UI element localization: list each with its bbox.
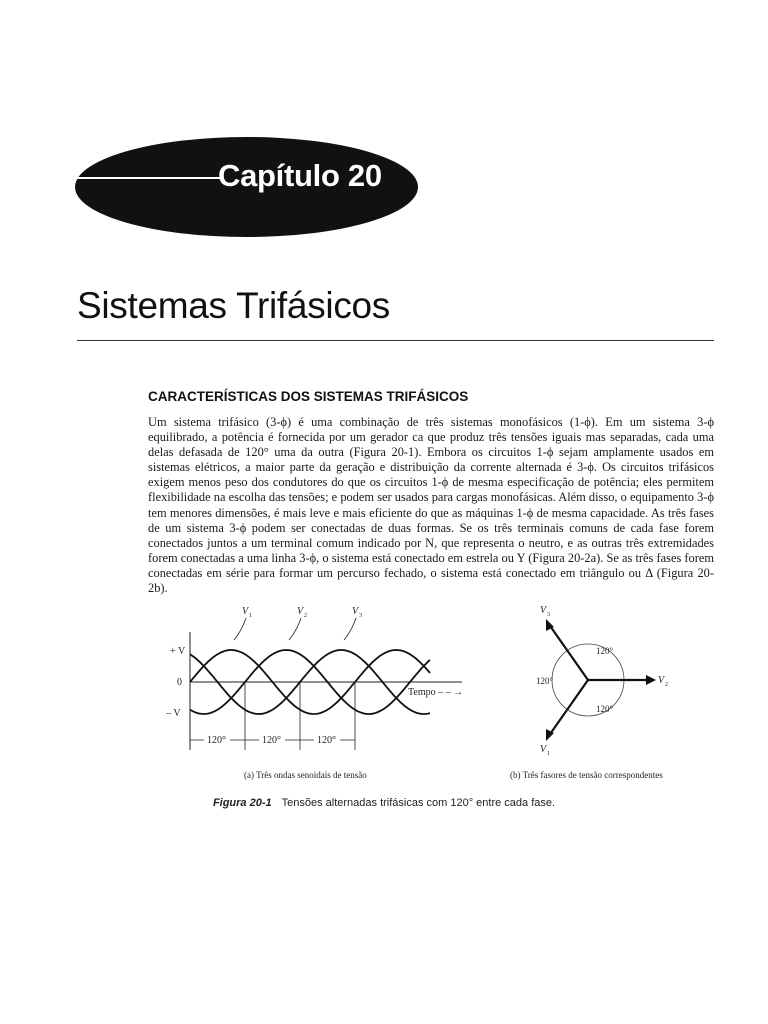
phasor-label-v3-sub: 3 xyxy=(547,612,550,618)
phasor-v1 xyxy=(548,680,588,737)
phasor-label-v2-sub: 2 xyxy=(665,682,668,688)
figure-20-1 xyxy=(160,600,700,790)
phasor-label-v1: V xyxy=(540,744,547,755)
phasor-angle-3: 120° xyxy=(596,704,614,714)
y-label-neg: – V xyxy=(166,708,181,719)
wave-pointer-v2 xyxy=(289,618,301,640)
wave-label-v3-sub: 3 xyxy=(359,613,362,619)
phasor-v3 xyxy=(548,623,588,680)
wave-pointer-v3 xyxy=(344,618,356,640)
phasor-label-v3: V xyxy=(540,605,547,616)
page-title: Sistemas Trifásicos xyxy=(77,285,390,326)
phasor-angle-2: 120° xyxy=(536,676,554,686)
figure-caption-label: Figura 20-1 xyxy=(212,797,272,809)
phase-spacing-2: 120° xyxy=(262,735,281,746)
time-axis-label: Tempo – – → xyxy=(408,687,464,698)
chapter-banner-line xyxy=(62,177,220,179)
wave-label-v3: V xyxy=(352,606,359,617)
body-paragraph: Um sistema trifásico (3-ϕ) é uma combinação de três sistemas monofásicos (1-ϕ). Em um sistema 3-ϕ equilibrado, a potência é fornecida por um gerador ca que produz três tensões iguais mas separadas, cada uma delas defasada de 120° uma da outra (Figura 20-1). Embora os circuitos 1-ϕ sejam amplamente usados em sistemas elétricos, a maior parte da geração e distribuição da corrente alternada é 3-ϕ. Os circuitos trifásicos exigem menos peso dos condutores do que os circuitos 1-ϕ de mesma especificação de potência; eles permitem flexibilidade na escolha das tensões; e podem ser usados para cargas monofásicas. Além disso, o equipamento 3-ϕ tem menores dimensões, é mais leve e mais eficiente do que as máquinas 1-ϕ de mesma capacidade. As três fases de um sistema 3-ϕ podem ser conectadas de duas formas. Se os três terminais comuns de cada fase forem conectados juntos a um terminal comum indicado por N, que representa o neutro, e as outras três extremidades forem conectadas a uma linha 3-ϕ, o sistema está conectado em estrela ou Y (Figura 20-2a). Se as três fases forem conectadas em série para formar um percurso fechado, o sistema está conectado em triângulo ou Δ (Figura 20-2b). xyxy=(148,415,714,596)
phasor-panel-caption: (b) Três fasores de tensão correspondentes xyxy=(510,770,663,780)
wave-pointer-v1 xyxy=(234,618,246,640)
y-label-pos: + V xyxy=(170,646,186,657)
phasor-label-v2: V xyxy=(658,675,665,686)
figure-caption-text: Tensões alternadas trifásicas com 120° entre cada fase. xyxy=(281,797,556,809)
phasor-label-v1-sub: 1 xyxy=(547,751,550,757)
chapter-label: Capítulo 20 xyxy=(218,158,382,193)
y-label-zero: 0 xyxy=(177,677,182,688)
figure-caption xyxy=(0,797,768,809)
phasor-v2-arrow xyxy=(646,675,656,685)
wave-label-v1-sub: 1 xyxy=(249,613,252,619)
phasor-angle-1: 120° xyxy=(596,646,614,656)
sine-wave-panel xyxy=(165,606,463,780)
title-divider xyxy=(77,340,714,341)
wave-label-v1: V xyxy=(242,606,249,617)
phase-spacing-3: 120° xyxy=(317,735,336,746)
wave-label-v2: V xyxy=(297,606,304,617)
phasor-panel xyxy=(510,605,668,780)
section-heading: CARACTERÍSTICAS DOS SISTEMAS TRIFÁSICOS xyxy=(148,389,469,404)
wave-label-v2-sub: 2 xyxy=(304,613,307,619)
phase-spacing-1: 120° xyxy=(207,735,226,746)
wave-panel-caption: (a) Três ondas senoidais de tensão xyxy=(244,770,367,780)
